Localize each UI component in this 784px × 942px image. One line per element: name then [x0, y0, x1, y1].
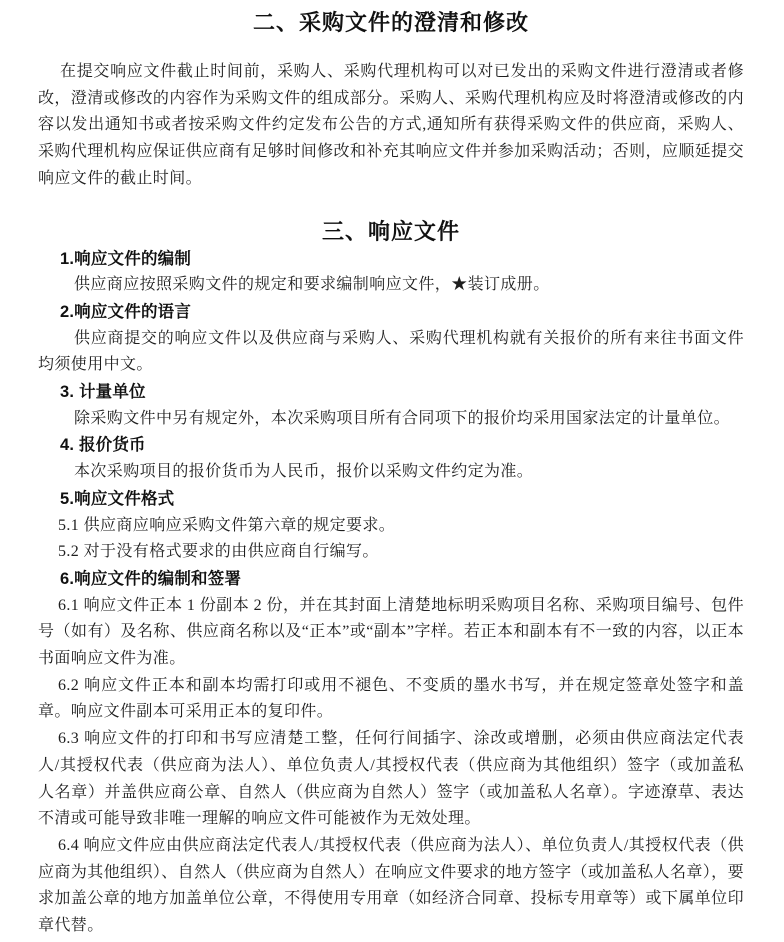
para-response-doc-language: 供应商提交的响应文件以及供应商与采购人、采购代理机构就有关报价的所有来往书面文件均须使用中文。	[38, 329, 744, 374]
heading-response-doc-preparation: 1.响应文件的编制	[60, 249, 192, 268]
clause-5-1: 5.1 供应商应响应采购文件第六章的规定要求。	[58, 516, 396, 534]
para-measurement-unit: 除采购文件中另有规定外，本次采购项目所有合同项下的报价均采用国家法定的计量单位。	[74, 409, 731, 427]
heading-response-doc-format: 5.响应文件格式	[60, 489, 175, 508]
clause-6-4: 6.4 响应文件应由供应商法定代表人/其授权代表（供应商为法人）、单位负责人/其授权代表（供应商为其他组织）、自然人（供应商为自然人）在响应文件要求的地方签字（或加盖私人名章），要求加盖公章的地方加盖单位公章，不得使用专用章（如经济合同章、投标专用章等）或下属单位印章代替。	[38, 836, 744, 935]
clause-6-3: 6.3 响应文件的打印和书写应清楚工整，任何行间插字、涂改或增删，必须由供应商法定代表人/其授权代表（供应商为法人）、单位负责人/其授权代表（供应商为其他组织）签字（或加盖私人名章）并盖供应商公章、自然人（供应商为自然人）签字（或加盖私人名章）。字迹潦草、表达不清或可能导致非唯一理解的响应文件可能被作为无效处理。	[38, 730, 744, 828]
clause-6-2: 6.2 响应文件正本和副本均需打印或用不褪色、不变质的墨水书写，并在规定签章处签字和盖章。响应文件副本可采用正本的复印件。	[38, 676, 744, 721]
para-response-doc-preparation: 供应商应按照采购文件的规定和要求编制响应文件，★装订成册。	[74, 276, 550, 294]
clause-6-1: 6.1 响应文件正本 1 份副本 2 份，并在其封面上清楚地标明采购项目名称、采购项目编号、包件号（如有）及名称、供应商名称以及“正本”或“副本”字样。若正本和副本有不一致的内容，以正本书面响应文件为准。	[38, 596, 744, 668]
heading-quotation-currency: 4. 报价货币	[60, 436, 146, 455]
heading-response-doc-language: 2.响应文件的语言	[60, 302, 192, 321]
section-2-paragraph: 在提交响应文件截止时间前，采购人、采购代理机构可以对已发出的采购文件进行澄清或者修改，澄清或修改的内容作为采购文件的组成部分。采购人、采购代理机构应及时将澄清或修改的内容以发出通知书或者按采购文件约定发布公告的方式,通知所有获得采购文件的供应商，采购人、采购代理机构应保证供应商有足够时间修改和补充其响应文件并参加采购活动；否则，应顺延提交响应文件的截止时间。	[38, 63, 744, 187]
heading-measurement-unit: 3. 计量单位	[60, 383, 146, 402]
section-2-title: 二、采购文件的澄清和修改	[252, 10, 529, 35]
para-quotation-currency: 本次采购项目的报价货币为人民币，报价以采购文件约定为准。	[74, 463, 534, 481]
clause-5-2: 5.2 对于没有格式要求的由供应商自行编写。	[58, 543, 379, 561]
heading-response-doc-signing: 6.响应文件的编制和签署	[60, 569, 242, 588]
section-3-title: 三、响应文件	[321, 218, 460, 244]
